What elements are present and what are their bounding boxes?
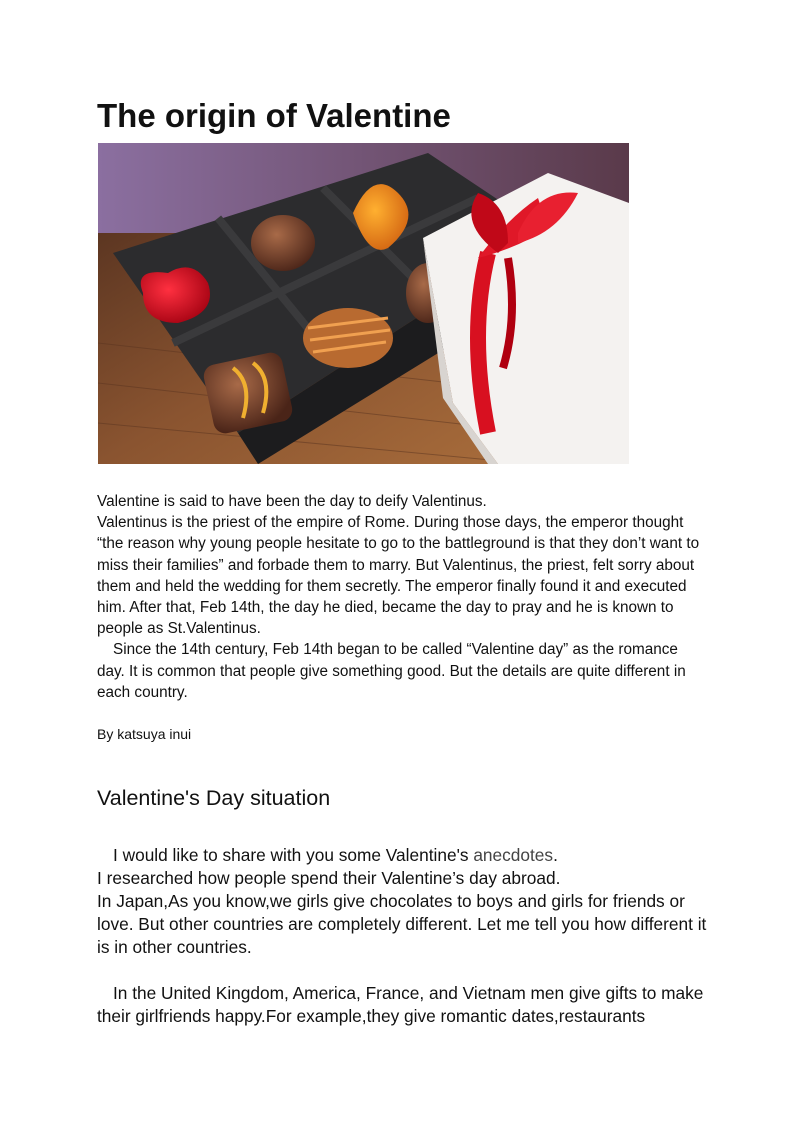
- intro-keyword: anecdotes: [473, 845, 554, 865]
- origin-text: [97, 491, 707, 703]
- situation-line-2: I researched how people spend their Valentine’s day abroad.: [97, 868, 561, 888]
- situation-line-4: In the United Kingdom, America, France, and Vietnam men give gifts to make their girlfriends happy.For example,they give romantic dates,restaurants: [97, 983, 704, 1026]
- page-title: The origin of Valentine: [97, 97, 451, 134]
- spacer: [97, 959, 707, 982]
- intro-text: I would like to share with you some Valentine's: [113, 845, 474, 865]
- origin-paragraph-2: Valentinus is the priest of the empire of Rome. During those days, the emperor thought “the reason why young people hesitate to go to the battleground is that they don’t want to miss their families” and forbade them to marry. But Valentinus, the priest, felt sorry about them and held the wedding for them secretly. The emperor finally found it and executed him. After that, Feb 14th, the day he died, became the day to pray and he is known to people as St.Valentinus.: [97, 514, 700, 638]
- intro-end: .: [553, 845, 558, 865]
- section-heading: Valentine's Day situation: [97, 786, 331, 810]
- situation-line-3: In Japan,As you know,we girls give chocolates to boys and girls for friends or love. But other countries are completely different. Let me tell you how different it is in other countries.: [97, 891, 707, 957]
- situation-text: [97, 844, 707, 1028]
- chocolate-box-photo: [98, 143, 629, 464]
- situation-intro: [97, 844, 707, 867]
- origin-paragraph-1: Valentine is said to have been the day to deify Valentinus.: [97, 493, 487, 510]
- origin-paragraph-3: Since the 14th century, Feb 14th began to be called “Valentine day” as the romance day. It is common that people give something good. But the details are quite different in each country.: [97, 641, 686, 701]
- byline: By katsuya inui: [97, 726, 192, 742]
